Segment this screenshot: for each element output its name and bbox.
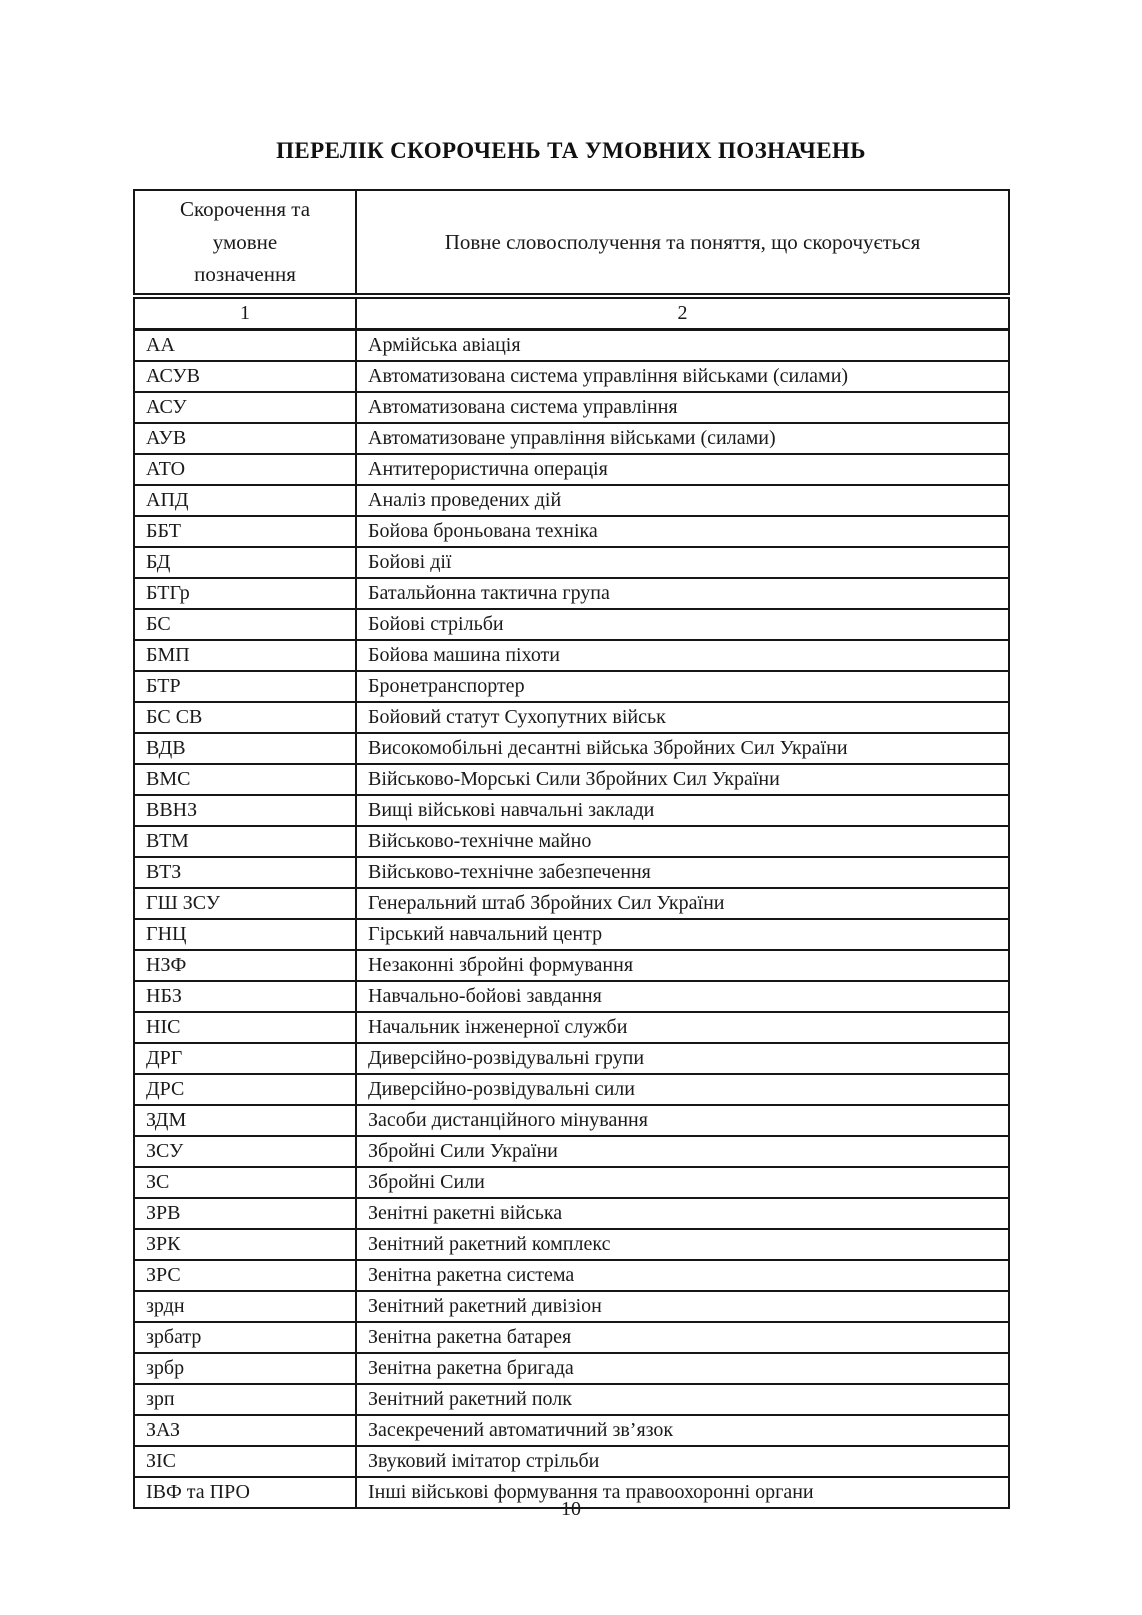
abbreviation-cell: АТО [134, 454, 356, 485]
table-row [134, 702, 1009, 733]
table-row [134, 671, 1009, 702]
definition-cell: Зенітні ракетні війська [356, 1198, 1009, 1229]
definition-cell: Зенітний ракетний комплекс [356, 1229, 1009, 1260]
abbreviation-cell: зрп [134, 1384, 356, 1415]
table-row [134, 1291, 1009, 1322]
definition-cell: Диверсійно-розвідувальні групи [356, 1043, 1009, 1074]
abbreviation-cell: ЗРВ [134, 1198, 356, 1229]
table-row [134, 1260, 1009, 1291]
definition-cell: Бойовий статут Сухопутних військ [356, 702, 1009, 733]
table-row [134, 454, 1009, 485]
abbreviation-cell: НБЗ [134, 981, 356, 1012]
definition-cell: Вищі військові навчальні заклади [356, 795, 1009, 826]
table-row [134, 392, 1009, 423]
abbreviation-cell: ББТ [134, 516, 356, 547]
table-row [134, 640, 1009, 671]
definition-cell: Зенітний ракетний дивізіон [356, 1291, 1009, 1322]
column-index-row [134, 296, 1009, 330]
definition-cell: Бронетранспортер [356, 671, 1009, 702]
abbreviation-cell: БТР [134, 671, 356, 702]
definition-cell: Зенітна ракетна батарея [356, 1322, 1009, 1353]
table-row [134, 950, 1009, 981]
table-row [134, 1043, 1009, 1074]
abbreviation-cell: ГНЦ [134, 919, 356, 950]
abbreviation-cell: ДРС [134, 1074, 356, 1105]
abbreviation-cell: БС СВ [134, 702, 356, 733]
abbreviation-cell: БД [134, 547, 356, 578]
table-row [134, 1384, 1009, 1415]
abbreviation-cell: АУВ [134, 423, 356, 454]
table-row [134, 578, 1009, 609]
abbreviation-cell: АСУВ [134, 361, 356, 392]
definition-cell: Бойова машина піхоти [356, 640, 1009, 671]
table-row [134, 423, 1009, 454]
abbreviation-cell: ВВНЗ [134, 795, 356, 826]
definition-cell: Бойова броньована техніка [356, 516, 1009, 547]
definition-cell: Гірський навчальний центр [356, 919, 1009, 950]
abbreviations-table [133, 189, 1010, 1509]
definition-cell: Автоматизована система управління військами (силами) [356, 361, 1009, 392]
abbreviation-cell: зрдн [134, 1291, 356, 1322]
table-row [134, 1012, 1009, 1043]
definition-cell: Засекречений автоматичний зв’язок [356, 1415, 1009, 1446]
definition-cell: Диверсійно-розвідувальні сили [356, 1074, 1009, 1105]
table-row [134, 361, 1009, 392]
abbreviation-cell: ДРГ [134, 1043, 356, 1074]
definition-cell: Навчально-бойові завдання [356, 981, 1009, 1012]
abbreviation-rows [134, 329, 1009, 1508]
table-row [134, 1446, 1009, 1477]
table-row [134, 1353, 1009, 1384]
abbreviation-cell: ЗАЗ [134, 1415, 356, 1446]
abbreviation-cell: БМП [134, 640, 356, 671]
definition-cell: Інші військові формування та правоохоронні органи [356, 1477, 1009, 1508]
abbreviation-cell: ВМС [134, 764, 356, 795]
table-row [134, 888, 1009, 919]
column-header-full-phrase: Повне словосполучення та поняття, що скорочується [356, 190, 1009, 296]
page-title: ПЕРЕЛІК СКОРОЧЕНЬ ТА УМОВНИХ ПОЗНАЧЕНЬ [276, 138, 866, 163]
abbreviation-cell: БТГр [134, 578, 356, 609]
definition-cell: Автоматизоване управління військами (силами) [356, 423, 1009, 454]
abbreviation-cell: НЗФ [134, 950, 356, 981]
abbreviation-cell: НІС [134, 1012, 356, 1043]
column-header-abbreviation: Скорочення та умовне позначення [134, 190, 356, 296]
definition-cell: Автоматизована система управління [356, 392, 1009, 423]
table-row [134, 1322, 1009, 1353]
table-row [134, 1415, 1009, 1446]
definition-cell: Збройні Сили України [356, 1136, 1009, 1167]
table-row [134, 826, 1009, 857]
definition-cell: Бойові дії [356, 547, 1009, 578]
abbreviation-cell: зрбатр [134, 1322, 356, 1353]
column-index-1: 1 [134, 296, 356, 330]
abbreviation-cell: АПД [134, 485, 356, 516]
abbreviation-cell: ЗІС [134, 1446, 356, 1477]
abbreviation-cell: ЗДМ [134, 1105, 356, 1136]
abbreviation-cell: ЗСУ [134, 1136, 356, 1167]
definition-cell: Збройні Сили [356, 1167, 1009, 1198]
table-row [134, 795, 1009, 826]
definition-cell: Засоби дистанційного мінування [356, 1105, 1009, 1136]
table-row [134, 1136, 1009, 1167]
definition-cell: Зенітна ракетна система [356, 1260, 1009, 1291]
abbreviation-cell: ЗС [134, 1167, 356, 1198]
definition-cell: Звуковий імітатор стрільби [356, 1446, 1009, 1477]
table-row [134, 1229, 1009, 1260]
table-row [134, 609, 1009, 640]
definition-cell: Високомобільні десантні війська Збройних Сил України [356, 733, 1009, 764]
abbreviation-cell: ЗРС [134, 1260, 356, 1291]
definition-cell: Зенітний ракетний полк [356, 1384, 1009, 1415]
table-header-row [134, 190, 1009, 296]
table-row [134, 733, 1009, 764]
abbreviation-cell: АСУ [134, 392, 356, 423]
definition-cell: Військово-технічне майно [356, 826, 1009, 857]
abbreviation-cell: БС [134, 609, 356, 640]
table-row [134, 764, 1009, 795]
definition-cell: Армійська авіація [356, 329, 1009, 361]
table-row [134, 485, 1009, 516]
table-row [134, 1198, 1009, 1229]
definition-cell: Начальник інженерної служби [356, 1012, 1009, 1043]
definition-cell: Генеральний штаб Збройних Сил України [356, 888, 1009, 919]
abbreviation-cell: ВТМ [134, 826, 356, 857]
abbreviation-cell: ВТЗ [134, 857, 356, 888]
definition-cell: Військово-Морські Сили Збройних Сил України [356, 764, 1009, 795]
abbreviation-cell: зрбр [134, 1353, 356, 1384]
definition-cell: Аналіз проведених дій [356, 485, 1009, 516]
definition-cell: Військово-технічне забезпечення [356, 857, 1009, 888]
page-number: 10 [561, 1498, 581, 1520]
abbreviation-cell: ІВФ та ПРО [134, 1477, 356, 1508]
abbreviation-cell: ЗРК [134, 1229, 356, 1260]
definition-cell: Незаконні збройні формування [356, 950, 1009, 981]
table-row [134, 857, 1009, 888]
definition-cell: Антитерористична операція [356, 454, 1009, 485]
definition-cell: Зенітна ракетна бригада [356, 1353, 1009, 1384]
table-row [134, 516, 1009, 547]
table-row [134, 919, 1009, 950]
definition-cell: Бойові стрільби [356, 609, 1009, 640]
table-row [134, 1074, 1009, 1105]
table-row [134, 981, 1009, 1012]
abbreviation-cell: АА [134, 329, 356, 361]
table-row [134, 1167, 1009, 1198]
definition-cell: Батальйонна тактична група [356, 578, 1009, 609]
table-row [134, 329, 1009, 361]
table-row [134, 547, 1009, 578]
column-index-2: 2 [356, 296, 1009, 330]
abbreviation-cell: ВДВ [134, 733, 356, 764]
table-row [134, 1105, 1009, 1136]
abbreviation-cell: ГШ ЗСУ [134, 888, 356, 919]
